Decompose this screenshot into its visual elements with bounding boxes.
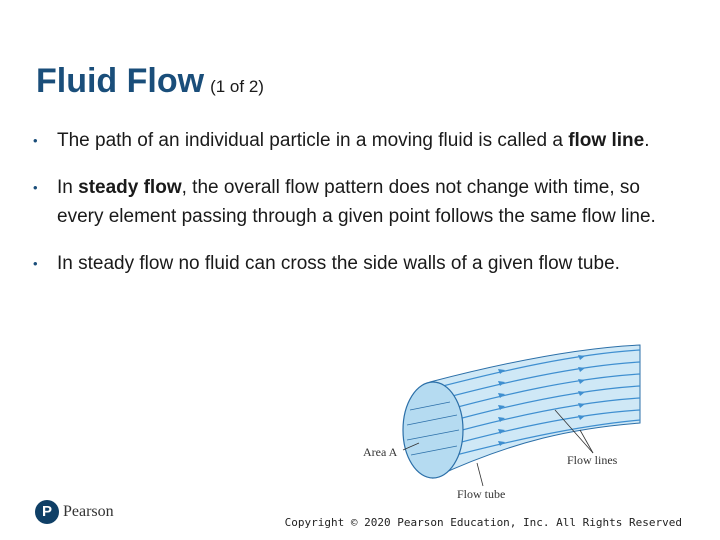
flow-tube-leader <box>477 463 483 486</box>
bullet-bold-term: steady flow <box>78 177 182 198</box>
bullet-item <box>30 126 670 155</box>
bullet-bold-term: flow line <box>568 130 645 151</box>
area-a-ellipse <box>403 382 463 478</box>
bullet-dot: • <box>33 256 38 271</box>
bullet-item <box>30 173 670 231</box>
area-a-label: Area A <box>363 445 398 459</box>
pearson-logo <box>35 500 155 526</box>
bullet-text: In steady flow no fluid can cross the side walls of a given flow tube. <box>57 253 620 274</box>
bullet-text-tail: , the overall flow pattern does not change with time, so every element passing through a given point follows the same flow line. <box>57 177 656 227</box>
title-suffix: (1 of 2) <box>210 77 264 96</box>
pearson-logo-mark: P <box>35 500 59 524</box>
bullet-dot: • <box>33 133 38 148</box>
flow-lines-label: Flow lines <box>567 453 618 467</box>
pearson-logo-text: Pearson <box>63 503 114 520</box>
flow-lines-leader <box>580 430 593 453</box>
slide-title <box>36 62 264 101</box>
bullet-dot: • <box>33 180 38 195</box>
bullet-text-tail: . <box>644 130 650 151</box>
bullet-text: In <box>57 177 79 198</box>
bullet-text: The path of an individual particle in a moving fluid is called a <box>57 130 569 151</box>
flow-tube-figure <box>355 340 655 505</box>
bullet-item <box>30 249 670 278</box>
flow-tube-label: Flow tube <box>457 487 506 501</box>
copyright-text: Copyright © 2020 Pearson Education, Inc. All Rights Reserved <box>284 516 682 529</box>
title-main: Fluid Flow <box>36 62 205 100</box>
bullet-list <box>30 126 670 296</box>
